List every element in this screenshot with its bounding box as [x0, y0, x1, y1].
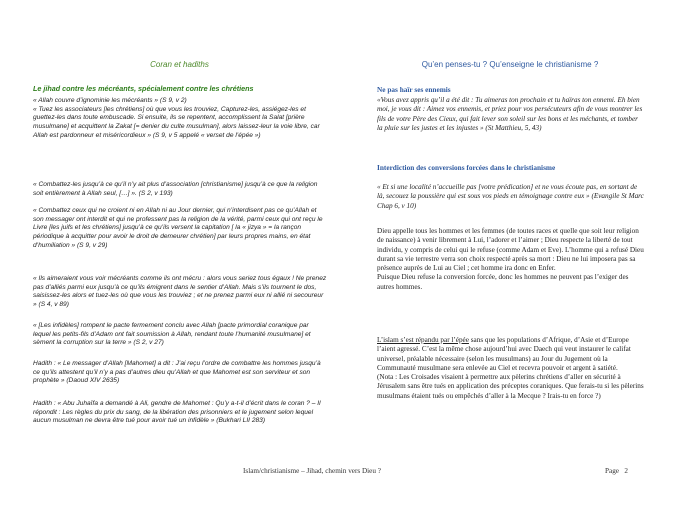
footer-page-number: 2: [624, 467, 628, 475]
right-paragraph-2: [377, 336, 645, 401]
footer-title: Islam/christianisme – Jihad, chemin vers Dieu ?: [243, 467, 381, 475]
left-heading: Coran et hadiths: [150, 60, 209, 69]
footer-page: [605, 467, 628, 475]
left-quote-1: « Allah couvre d’ignominie les mécréants » (S 9, v 2) « Tuez les associateurs [les chrétiens] où que vous les trouviez, Capturez-les, assiégez-les et guettez-les dans toute embuscade. Si ensuite, ils se repentent, accomplissent la Salat [prière musulmane] et acquittent la Zakat [= denier du culte musulman], alors laissez-leur la voie libre, car Allah est pardonneur et miséricordieux » (S 9, v 5 appelé « verset de l’épée »): [33, 97, 320, 139]
left-hadith-2: Hadith : « Abu Juhaïfa a demandé à Ali, gendre de Mahomet : Qu’y a-t-il d’écrit dans le coran ? – Il répondit : Les règles du prix du sang, de la libération des prisonniers et le jugement selon lequel aucun musulman ne devra être tué pour avoir tué un infidèle » (Bukhari LII 283): [33, 400, 321, 425]
right-title-2: Interdiction des conversions forcées dans le christianisme: [377, 163, 556, 172]
right-heading: Qu’en penses-tu ? Qu’enseigne le christianisme ?: [421, 60, 599, 69]
right-quote-1: «Vous avez appris qu’il a été dit : Tu aimeras ton prochain et tu haïras ton ennemi. Eh bien moi, je vous dit : Aimez vos ennemis, et priez pour vos persécuteurs afin de vous montrer les fils de votre Père des Cieux, qui fait lever son soleil sur les bons et les méchants, et tomber la pluie sur les justes et les injustes » (St Matthieu, 5, 43): [377, 96, 643, 132]
left-quote-3: « Combattez ceux qui ne croient ni en Allah ni au Jour dernier, qui n’interdisent pas ce qu’Allah et son messager ont interdit et qui ne professent pas la religion de la vérité, parmi ceux qui ont reçu le Livre [les juifs et les chrétiens] jusqu’à ce qu’ils versent la capitation [ la « jizya » = la rançon périodique à acquitter pour avoir le droit de demeurer chrétien] par leurs propres mains, en état d’humiliation » (S 9, v 29): [33, 207, 323, 249]
right-title-1: Ne pas haïr ses ennemis: [377, 85, 451, 94]
left-quote-2: « Combattez-les jusqu’à ce qu’il n’y ait plus d’association [christianisme] jusqu’à ce que la religion soit entièrement à Allah seul, […] ». (S 2, v 193): [33, 181, 318, 197]
right-quote-2: « Et si une localité n’accueille pas [votre prédication] et ne vous écoute pas, en sortant de là, secouez la poussière qui est sous vos pieds en témoignage contre eux » (Evangile St Marc Chap 6, v 10): [377, 183, 644, 210]
right-paragraph-1: Dieu appelle tous les hommes et les femmes (de toutes races et quelle que soit leur religion de naissance) à venir librement à Lui, l’adorer et l’aimer ; Dieu respecte la liberté de tout individu, y compris de celui qui le refuse (comme Adam et Eve). L’homme qui a refusé Dieu durant sa vie terrestre verra son choix respecté après sa mort : Dieu ne lui imposera pas sa présence auprès de Lui au Ciel ; cet homme ira donc en Enfer. Puisque Dieu refuse la conversion forcée, donc les hommes ne peuvent pas l’exiger des autres hommes.: [377, 227, 644, 291]
right-paragraph-2-underlined: L’islam s’est répandu par l’épée: [377, 336, 469, 344]
left-quote-4: « Ils aimeraient vous voir mécréants comme ils ont mécru : alors vous seriez tous égaux ! Ne prenez pas d’alliés parmi eux jusqu’à ce qu’ils émigrent dans le sentier d’Allah. Mais s’ils tournent le dos, saisissez-les alors et tuez-les où que vous les trouviez ; et ne prenez parmi eux ni allié ni secoureur » (S 4, v 89): [33, 275, 327, 309]
left-title: Le jihad contre les mécréants, spécialement contre les chrétiens: [33, 84, 254, 93]
right-paragraph-2-rest: sans que les populations d’Afrique, d’Asie et d’Europe l’aient agressé. C’est la même chose aujourd’hui avec Daech qui veut instaurer le califat universel, préalable nécessaire (selon les musulmans) au Jour du Jugement où la Communauté musulmane sera enlevée au Ciel et recevra pouvoir et argent à satiété. (Nota : Les Croisades visaient à permettre aux pèlerins chrétiens d’aller en sécurité à Jérusalem sans être tués en application des préceptes coraniques. Que ferais-tu si les pèlerins musulmans étaient tués ou empêchés d’aller à la Mecque ? Irais-tu en force ?): [377, 336, 644, 400]
left-hadith-1: Hadith : « Le messager d’Allah [Mahomet] a dit : J’ai reçu l’ordre de combattre les hommes jusqu’à ce qu’ils attestent qu’il n’y a pas d’autres dieu qu’Allah et que Mahomet est son serviteur et son prophète » (Daoud XIV 2635): [33, 360, 321, 385]
footer-page-label: Page: [605, 467, 619, 475]
left-quote-5: « [Les infidèles] rompent le pacte fermement conclu avec Allah [pacte primordial coranique par lequel les petits-fils d’Adam ont fait soumission à Allah, rendant toute l’humanité musulmane] et sèment la corruption sur la terre » (S 2, v 27): [33, 322, 311, 347]
